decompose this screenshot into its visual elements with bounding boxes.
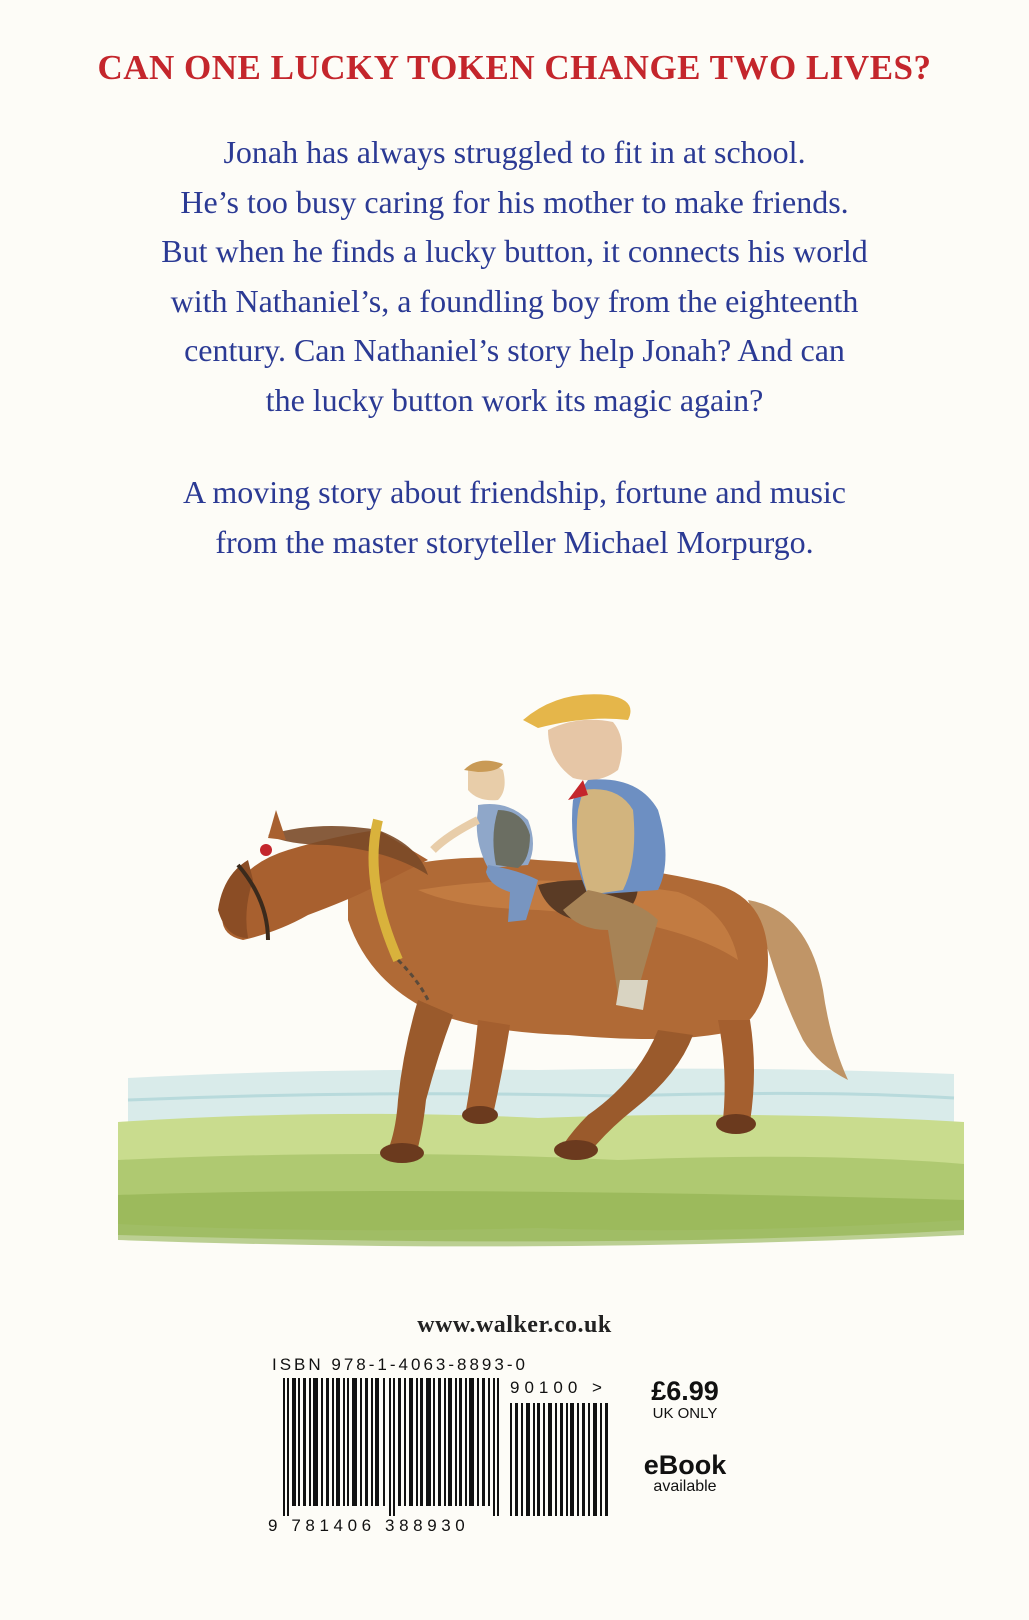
ebook-title: eBook xyxy=(643,1450,727,1480)
barcode-addon-digits: 90100 > xyxy=(510,1378,607,1397)
barcode-digits: 9 781406 388930 xyxy=(268,1516,470,1535)
blurb xyxy=(60,128,969,425)
addon-barcode-icon xyxy=(510,1403,615,1516)
horse-riders-illustration xyxy=(118,660,964,1280)
price-amount: £6.99 xyxy=(651,1376,719,1406)
headline: CAN ONE LUCKY TOKEN CHANGE TWO LIVES? xyxy=(97,48,932,87)
tagline xyxy=(60,468,969,567)
price-block xyxy=(640,1376,730,1422)
blurb-line: Jonah has always struggled to fit in at school. xyxy=(223,134,806,170)
price-region: UK ONLY xyxy=(652,1405,718,1422)
barcode-icon xyxy=(283,1378,505,1516)
blurb-line: But when he finds a lucky button, it connects his world xyxy=(161,233,868,269)
blurb-line: century. Can Nathaniel’s story help Jonah? And can xyxy=(184,332,845,368)
tagline-line: A moving story about friendship, fortune and music xyxy=(182,474,846,510)
blurb-line: He’s too busy caring for his mother to make friends. xyxy=(180,183,849,220)
blurb-line: with Nathaniel’s, a foundling boy from the eighteenth xyxy=(170,282,859,319)
ebook-availability: available xyxy=(653,1478,717,1495)
blurb-line: the lucky button work its magic again? xyxy=(265,381,764,418)
ebook-notice xyxy=(640,1450,730,1496)
isbn: ISBN 978-1-4063-8893-0 xyxy=(272,1355,528,1374)
publisher-website: www.walker.co.uk xyxy=(417,1312,612,1338)
tagline-line: from the master storyteller Michael Morpurgo. xyxy=(215,523,814,560)
